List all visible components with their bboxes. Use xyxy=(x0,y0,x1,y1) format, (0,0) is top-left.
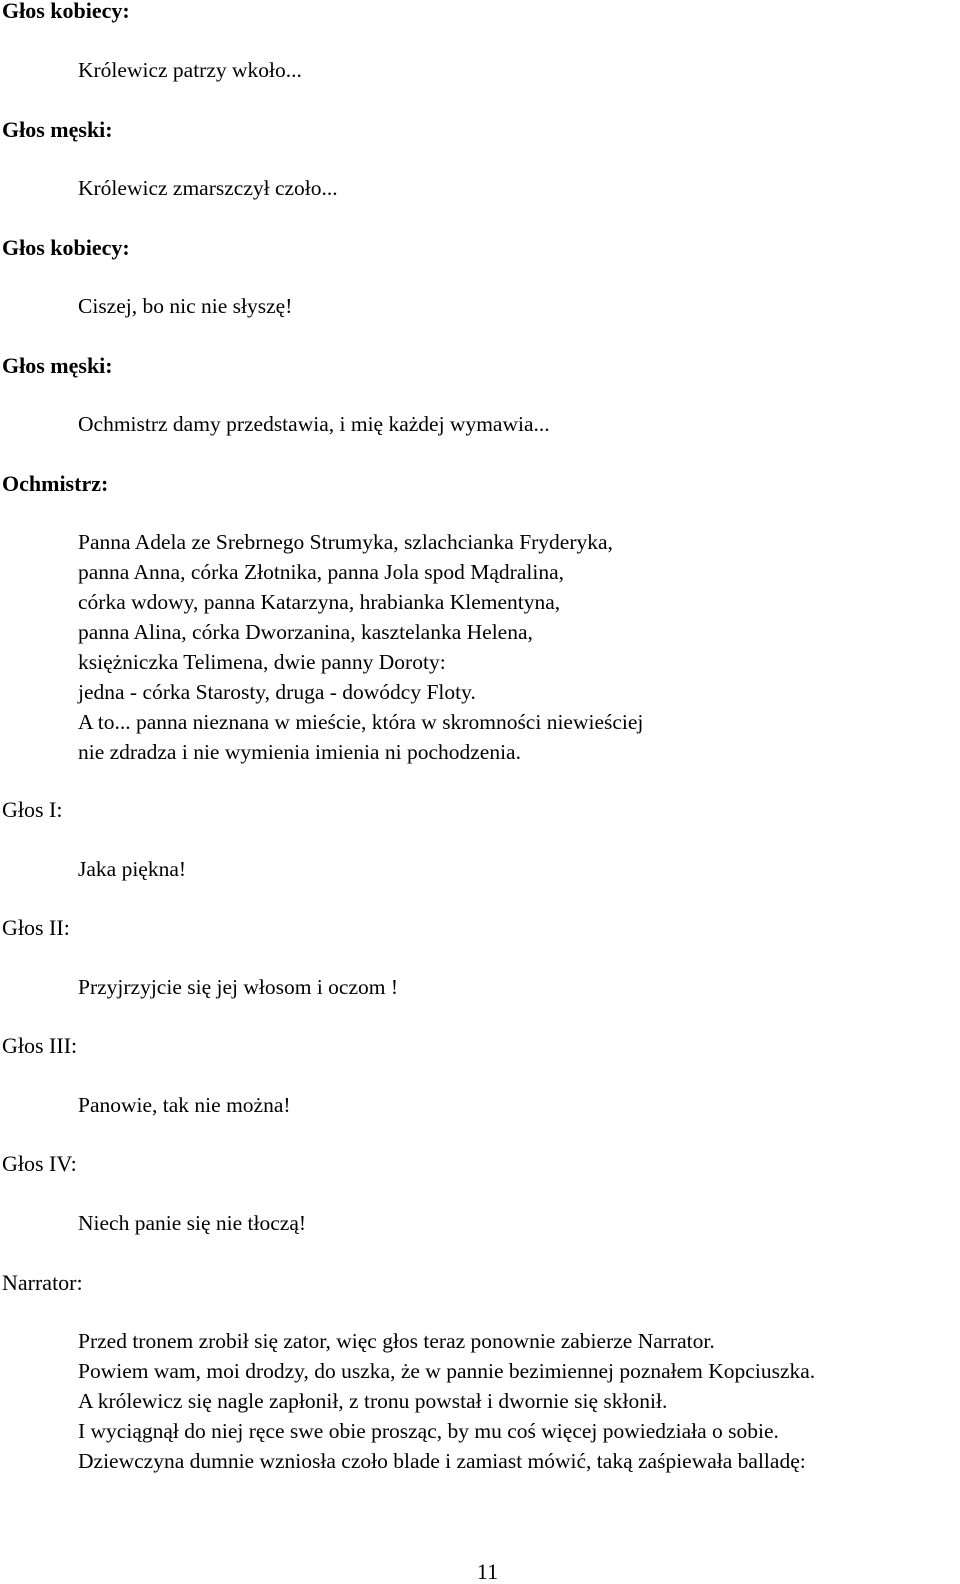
speech-line: Przyjrzyjcie się jej włosom i oczom ! xyxy=(78,975,399,999)
speaker-label: Głos I: xyxy=(2,797,63,822)
speech-block xyxy=(78,291,292,321)
speaker-label: Głos męski: xyxy=(2,353,113,378)
speech-block xyxy=(78,173,338,203)
speech-line: księżniczka Telimena, dwie panny Doroty: xyxy=(78,650,446,674)
speaker-label: Głos IV: xyxy=(2,1151,77,1176)
speech-line: A to... panna nieznana w mieście, która w skromności niewieściej xyxy=(78,710,644,734)
speaker-label: Głos III: xyxy=(2,1033,78,1058)
speech-line: Ochmistrz damy przedstawia, i mię każdej wymawia... xyxy=(78,412,550,436)
page-number: 11 xyxy=(476,1559,499,1584)
speech-line: Jaka piękna! xyxy=(78,857,187,881)
speech-line: nie zdradza i nie wymienia imienia ni pochodzenia. xyxy=(78,740,521,764)
speech-line: panna Anna, córka Złotnika, panna Jola spod Mądralina, xyxy=(78,560,564,584)
speech-line: Powiem wam, moi drodzy, do uszka, że w pannie bezimiennej poznałem Kopciuszka. xyxy=(78,1359,816,1383)
speaker-label: Głos II: xyxy=(2,915,70,940)
speech-line: panna Alina, córka Dworzanina, kasztelanka Helena, xyxy=(78,620,533,644)
speech-block xyxy=(78,972,398,1002)
speaker-label: Głos kobiecy: xyxy=(2,235,130,260)
speaker-label: Głos kobiecy: xyxy=(2,0,130,23)
speech-line: Królewicz patrzy wkoło... xyxy=(78,58,302,82)
speaker-label: Głos męski: xyxy=(2,117,113,142)
speech-line: Panna Adela ze Srebrnego Strumyka, szlachcianka Fryderyka, xyxy=(78,530,613,554)
speech-block xyxy=(78,1208,306,1238)
speech-block xyxy=(78,854,186,884)
speech-line: A królewicz się nagle zapłonił, z tronu powstał i dwornie się skłonił. xyxy=(78,1389,668,1413)
speech-block xyxy=(78,55,302,85)
speech-block xyxy=(78,1090,291,1120)
speech-line: Panowie, tak nie można! xyxy=(78,1093,291,1117)
speaker-label: Ochmistrz: xyxy=(2,471,109,496)
speech-line: Królewicz zmarszczył czoło... xyxy=(78,176,338,200)
speech-line: Niech panie się nie tłoczą! xyxy=(78,1211,307,1235)
speaker-label: Narrator: xyxy=(2,1270,83,1295)
speech-line: I wyciągnął do niej ręce swe obie prosząc, by mu coś więcej powiedziała o sobie. xyxy=(78,1419,779,1443)
speech-line: córka wdowy, panna Katarzyna, hrabianka Klementyna, xyxy=(78,590,561,614)
speech-block xyxy=(78,409,550,439)
speech-line: Przed tronem zrobił się zator, więc głos teraz ponownie zabierze Narrator. xyxy=(78,1329,715,1353)
speech-block xyxy=(78,1326,815,1476)
speech-line: Ciszej, bo nic nie słyszę! xyxy=(78,294,293,318)
speech-line: jedna - córka Starosty, druga - dowódcy Floty. xyxy=(78,680,476,704)
speech-line: Dziewczyna dumnie wzniosła czoło blade i zamiast mówić, taką zaśpiewała balladę: xyxy=(78,1449,806,1473)
speech-block xyxy=(78,527,643,767)
